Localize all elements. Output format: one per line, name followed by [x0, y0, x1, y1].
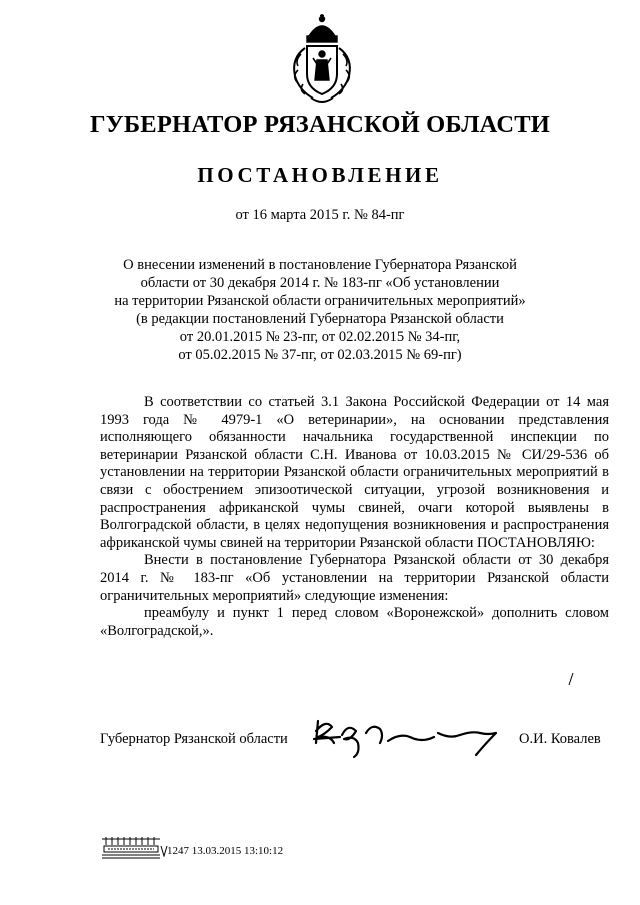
- subject-line: области от 30 декабря 2014 г. № 183-пг «Об установлении: [140, 275, 500, 291]
- body-paragraph-preamble: В соответствии со статьей 3.1 Закона Российской Федерации от 14 мая 1993 года № 4979-1 «О ветеринарии», на основании представления исполняющего обязанности начальника государственной инспекции по ветеринарии Рязанской области С.Н. Иванова от 10.03.2015 № СИ/29-536 об установлении на территории Рязанской области ограничительных мероприятий в связи с обострением эпизоотической ситуации, угрозой возникновения и распространения африканской чумы свиней, очаги которой выявлены в Волгоградской области, в целях недопущения возникновения и распространения африканской чумы свиней на территории Рязанской области ПОСТАНОВЛЯЮ:: [100, 394, 609, 551]
- subject-line: от 05.02.2015 № 37-пг, от 02.03.2015 № 69-пг): [178, 347, 462, 363]
- document-body: [100, 394, 609, 640]
- subject-line: (в редакции постановлений Губернатора Рязанской области: [136, 311, 504, 327]
- coat-of-arms-icon: [287, 14, 357, 106]
- handwritten-signature-icon: [310, 713, 502, 759]
- signatory-name: О.И. Ковалев: [519, 731, 601, 747]
- signatory-title: Губернатор Рязанской области: [100, 731, 288, 747]
- document-date: от 16 марта 2015 г. № 84-пг: [235, 207, 405, 223]
- registration-number: 1247 13.03.2015 13:10:12: [167, 845, 284, 857]
- organization-title: ГУБЕРНАТОР РЯЗАНСКОЙ ОБЛАСТИ: [89, 111, 551, 138]
- body-paragraph-decree: Внести в постановление Губернатора Рязанской области от 30 декабря 2014 г. № 183-пг «Об установлении на территории Рязанской области ограничительных мероприятий» следующие изменения:: [100, 552, 609, 604]
- subject-line: на территории Рязанской области ограничительных мероприятий»: [114, 293, 526, 309]
- pen-mark-icon: [566, 672, 576, 686]
- document-type: ПОСТАНОВЛЕНИЕ: [197, 163, 443, 187]
- registration-stamp-icon: [100, 835, 162, 861]
- subject-line: от 20.01.2015 № 23-пг, от 02.02.2015 № 34-пг,: [179, 329, 461, 345]
- body-paragraph-amendment: преамбулу и пункт 1 перед словом «Воронежской» дополнить словом «Волгоградской,».: [100, 605, 609, 639]
- subject-line: О внесении изменений в постановление Губернатора Рязанской: [123, 257, 517, 273]
- document-subject: [0, 256, 640, 364]
